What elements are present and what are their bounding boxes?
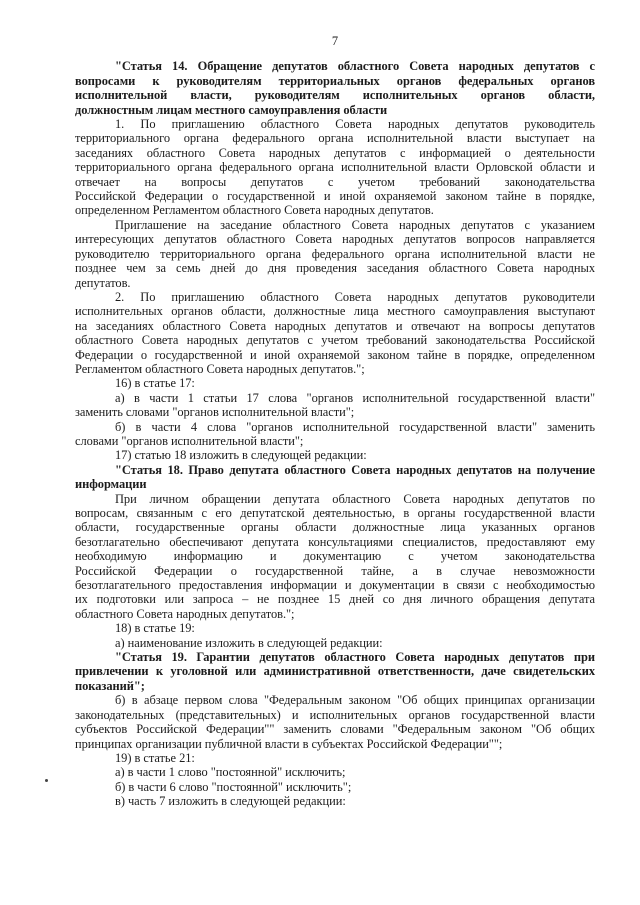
item-16b: б) в части 4 слова "органов исполнительной государственной власти" заменить словами "органов исполнительной власти"; bbox=[75, 419, 595, 448]
page-number: 7 bbox=[331, 34, 339, 48]
item-18: 18) в статье 19: bbox=[115, 621, 195, 636]
item-16a: а) в части 1 статьи 17 слова "органов исполнительной государственной власти" заменить словами "органов исполнительной власти"; bbox=[75, 390, 595, 420]
article-14-heading: "Статья 14. Обращение депутатов областного Совета народных депутатов с вопросами к руководителям территориальных органов федеральных органов исполнительной власти, руководителям исполнительных органов области, должностным лицам местного самоуправления области bbox=[75, 59, 595, 117]
item-19a: а) в части 1 слово "постоянной" исключить; bbox=[115, 765, 346, 780]
item-19b: б) в части 6 слово "постоянной" исключить"; bbox=[115, 779, 352, 794]
item-18a: а) наименование изложить в следующей редакции: bbox=[115, 635, 383, 650]
paragraph-4: При личном обращении депутата областного Совета народных депутатов по вопросам, связанным с его депутатской деятельностью, в органы государственной власти области, государственные органы области должностные лица указанных органов безотлагательно обеспечивают депутата консультациями специалистов, предоставляют ему необходимую информацию и документацию с учетом законодательства Российской Федерации о государственной тайне, а в случае невозможности безотлагательного предоставления информации и документации в связи с необходимостью их подготовки или запроса – не позднее 15 дней со дня личного обращения депутата областного Совета народных депутатов."; bbox=[75, 491, 595, 621]
article-18-heading: "Статья 18. Право депутата областного Совета народных депутатов на получение информации bbox=[75, 462, 595, 492]
item-18b: б) в абзаце первом слова "Федеральным законом "Об общих принципах организации законодательных (представительных) и исполнительных органов государственной власти субъектов Российской Федерации"" заменить словами "Федеральным законом "Об общих принципах организации публичной власти в субъектах Российской Федерации""; bbox=[75, 693, 595, 751]
paragraph-3: 2. По приглашению областного Совета народных депутатов руководители исполнительных органов области, должностные лица местного самоуправления выступают на заседаниях областного Совета народных депутатов и отвечают на вопросы депутатов областного Совета народных депутатов с учетом требований законодательства Российской Федерации о государственной и иной охраняемой законом тайне в порядке, определенном Регламентом областного Совета народных депутатов."; bbox=[75, 289, 595, 376]
document-page bbox=[75, 34, 595, 809]
item-16: 16) в статье 17: bbox=[115, 376, 195, 391]
scan-speck bbox=[45, 779, 48, 782]
item-19: 19) в статье 21: bbox=[115, 750, 195, 765]
item-19c: в) часть 7 изложить в следующей редакции: bbox=[115, 794, 346, 809]
item-17: 17) статью 18 изложить в следующей редакции: bbox=[115, 448, 367, 463]
paragraph-1: 1. По приглашению областного Совета народных депутатов руководитель территориального органа федерального органа исполнительной власти выступает на заседаниях областного Совета народных депутатов с информацией о деятельности территориального органа федерального органа исполнительной власти Орловской области и отвечает на вопросы депутатов с учетом требований законодательства Российской Федерации о государственной и иной охраняемой законом тайне в порядке, определенном Регламентом областного Совета народных депутатов. bbox=[75, 117, 595, 218]
paragraph-2: Приглашение на заседание областного Совета народных депутатов с указанием интересующих депутатов областного Совета народных депутатов вопросов направляется руководителю территориального органа федерального органа исполнительной власти не позднее чем за семь дней до дня проведения заседания областного Совета народных депутатов. bbox=[75, 217, 595, 290]
article-19-heading: "Статья 19. Гарантии депутатов областного Совета народных депутатов при привлечении к уголовной или административной ответственности, даче свидетельских показаний"; bbox=[75, 650, 595, 693]
